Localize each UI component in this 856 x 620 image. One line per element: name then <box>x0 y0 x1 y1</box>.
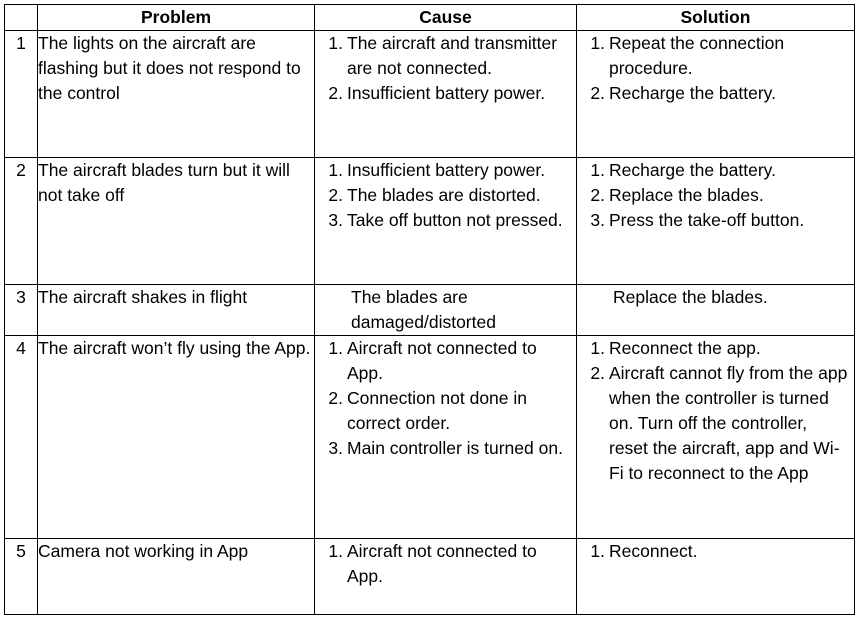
list-item: 1. Reconnect the app. <box>590 338 761 358</box>
list-item: 1. Aircraft not connected to App. <box>328 541 537 586</box>
header-row <box>5 5 855 31</box>
cause-cell <box>315 31 577 158</box>
list-item: 2. Insufficient battery power. <box>328 83 546 103</box>
solution-list <box>577 158 854 233</box>
troubleshooting-table <box>4 4 855 615</box>
problem-cell: The aircraft won’t fly using the App. <box>38 336 315 539</box>
table-row <box>5 336 855 539</box>
header-solution: Solution <box>577 5 855 31</box>
row-number: 4 <box>5 336 38 539</box>
row-number: 1 <box>5 31 38 158</box>
cause-list <box>315 31 576 106</box>
cause-cell <box>315 336 577 539</box>
solution-cell <box>577 31 855 158</box>
list-item: 1. Recharge the battery. <box>590 160 776 180</box>
header-number <box>5 5 38 31</box>
list-item: 2. Aircraft cannot fly from the app when the controller is turned on. Turn off the controller, reset the aircraft, app and Wi-Fi to reconnect to the App <box>590 363 848 483</box>
table-row <box>5 285 855 336</box>
solution-list <box>577 539 854 564</box>
solution-list <box>577 336 854 486</box>
row-number: 3 <box>5 285 38 336</box>
list-item: 1. The aircraft and transmitter are not connected. <box>328 33 558 78</box>
table-row <box>5 158 855 285</box>
cause-list <box>315 336 576 461</box>
solution-cell <box>577 539 855 615</box>
table-row <box>5 539 855 615</box>
problem-cell: Camera not working in App <box>38 539 315 615</box>
list-item: 2. Connection not done in correct order. <box>328 388 527 433</box>
row-number: 2 <box>5 158 38 285</box>
cause-cell <box>315 158 577 285</box>
list-item: 3. Main controller is turned on. <box>328 438 563 458</box>
cause-cell <box>315 285 577 336</box>
cause-list <box>315 158 576 233</box>
list-item: 1. Aircraft not connected to App. <box>328 338 537 383</box>
list-item: 3. Press the take-off button. <box>590 210 805 230</box>
header-problem: Problem <box>38 5 315 31</box>
cause-cell <box>315 539 577 615</box>
cause-text: The blades are damaged/distorted <box>351 287 496 332</box>
cause-list <box>315 539 576 589</box>
problem-cell: The aircraft blades turn but it will not take off <box>38 158 315 285</box>
solution-text: Replace the blades. <box>613 287 768 307</box>
problem-cell: The aircraft shakes in flight <box>38 285 315 336</box>
row-number: 5 <box>5 539 38 615</box>
list-item: 3. Take off button not pressed. <box>328 210 563 230</box>
list-item: 1. Insufficient battery power. <box>328 160 546 180</box>
problem-cell: The lights on the aircraft are flashing but it does not respond to the control <box>38 31 315 158</box>
list-item: 2. The blades are distorted. <box>328 185 541 205</box>
solution-cell <box>577 285 855 336</box>
solution-list <box>577 31 854 106</box>
header-cause: Cause <box>315 5 577 31</box>
list-item: 1. Reconnect. <box>590 541 698 561</box>
table-row <box>5 31 855 158</box>
solution-cell <box>577 336 855 539</box>
solution-cell <box>577 158 855 285</box>
list-item: 1. Repeat the connection procedure. <box>590 33 785 78</box>
list-item: 2. Recharge the battery. <box>590 83 776 103</box>
list-item: 2. Replace the blades. <box>590 185 764 205</box>
